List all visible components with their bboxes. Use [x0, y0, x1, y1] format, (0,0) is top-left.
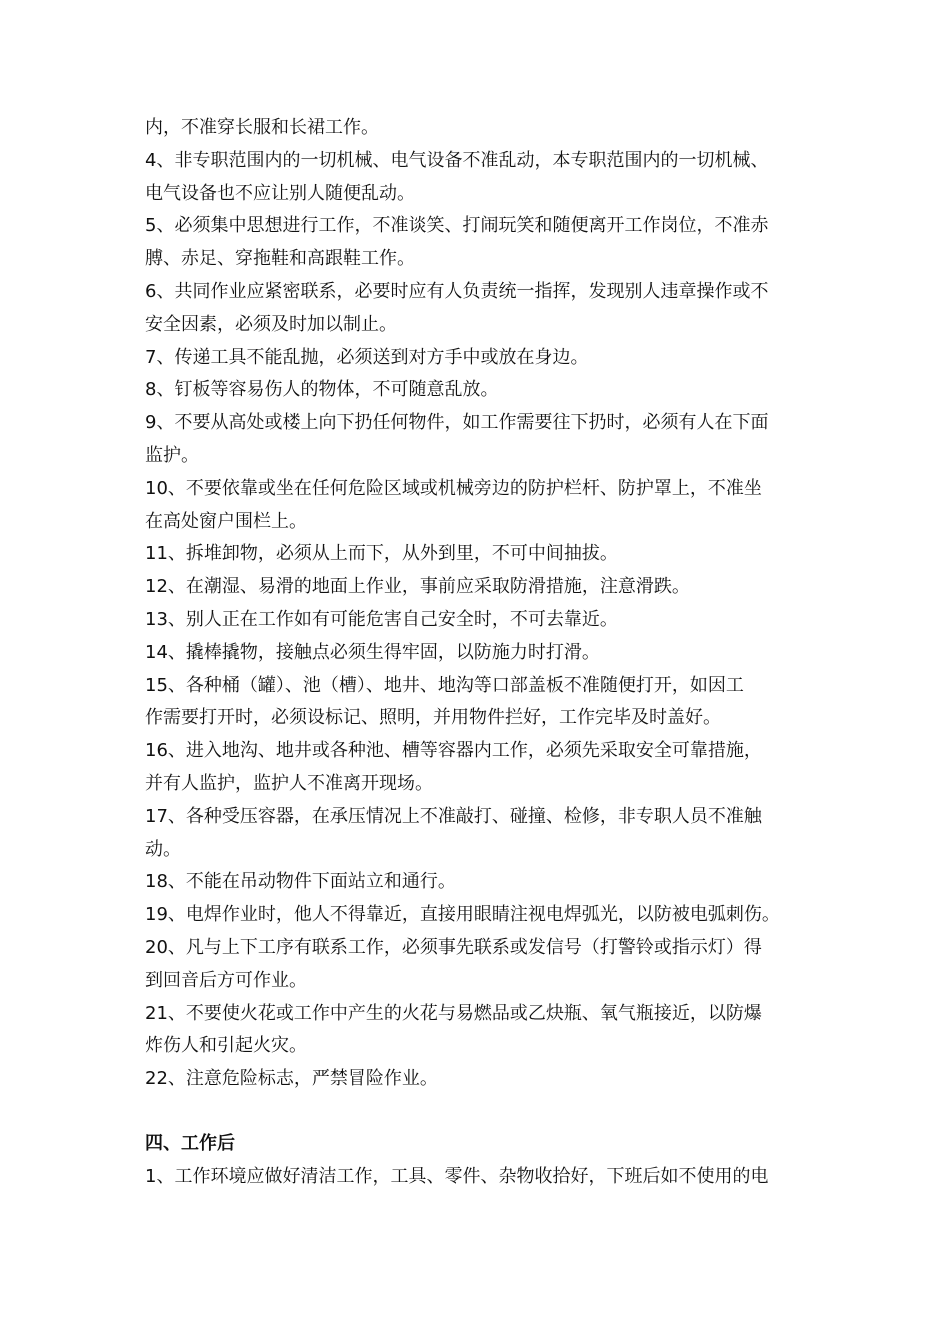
- text-line: 19、电焊作业时，他人不得靠近，直接用眼睛注视电焊弧光，以防被电弧刺伤。: [145, 904, 780, 926]
- text-line: 作需要打开时，必须设标记、照明，并用物件拦好，工作完毕及时盖好。: [145, 707, 721, 729]
- text-line: 动。: [145, 838, 181, 860]
- text-line: 到回音后方可作业。: [145, 969, 307, 991]
- text-line: 电气设备也不应让别人随便乱动。: [145, 182, 415, 204]
- text-line: 20、凡与上下工序有联系工作，必须事先联系或发信号（打警铃或指示灯）得: [145, 936, 762, 958]
- text-line: 17、各种受压容器，在承压情况上不准敲打、碰撞、检修，非专职人员不准触: [145, 805, 762, 827]
- document-body: [145, 112, 815, 1194]
- text-line: 15、各种桶（罐）、池（槽）、地井、地沟等口部盖板不准随便打开，如因工: [145, 674, 744, 696]
- text-line: 16、进入地沟、地井或各种池、槽等容器内工作，必须先采取安全可靠措施，: [145, 740, 762, 762]
- text-line: 8、钉板等容易伤人的物体，不可随意乱放。: [145, 379, 499, 401]
- text-line: 9、不要从高处或楼上向下扔任何物件，如工作需要往下扔时，必须有人在下面: [145, 412, 769, 434]
- text-line: 11、拆堆卸物，必须从上而下，从外到里，不可中间抽拔。: [145, 543, 618, 565]
- text-line: 4、非专职范围内的一切机械、电气设备不准乱动，本专职范围内的一切机械、: [145, 149, 769, 171]
- text-line: 1、工作环境应做好清洁工作，工具、零件、杂物收拾好，下班后如不使用的电: [145, 1165, 769, 1187]
- text-line: 13、别人正在工作如有可能危害自己安全时，不可去靠近。: [145, 608, 618, 630]
- text-line: 并有人监护，监护人不准离开现场。: [145, 772, 433, 794]
- text-line: 监护。: [145, 444, 199, 466]
- text-line: 安全因素，必须及时加以制止。: [145, 313, 397, 335]
- text-line: 膊、赤足、穿拖鞋和高跟鞋工作。: [145, 248, 415, 270]
- text-line: 在高处窗户围栏上。: [145, 510, 307, 532]
- text-line: 5、必须集中思想进行工作，不准谈笑、打闹玩笑和随便离开工作岗位，不准赤: [145, 215, 769, 237]
- text-line: 12、在潮湿、易滑的地面上作业，事前应采取防滑措施，注意滑跌。: [145, 576, 690, 598]
- text-line: 炸伤人和引起火灾。: [145, 1035, 307, 1057]
- text-line: 10、不要依靠或坐在任何危险区域或机械旁边的防护栏杆、防护罩上，不准坐: [145, 477, 762, 499]
- text-line: 6、共同作业应紧密联系，必要时应有人负责统一指挥，发现别人违章操作或不: [145, 280, 769, 302]
- text-line: 内，不准穿长服和长裙工作。: [145, 117, 379, 138]
- text-line: 21、不要使火花或工作中产生的火花与易燃品或乙炔瓶、氧气瓶接近，以防爆: [145, 1002, 762, 1024]
- section-heading: 四、工作后: [145, 1132, 235, 1154]
- text-line: 22、注意危险标志，严禁冒险作业。: [145, 1068, 438, 1090]
- text-line: 18、不能在吊动物件下面站立和通行。: [145, 871, 456, 893]
- text-line: 7、传递工具不能乱抛，必须送到对方手中或放在身边。: [145, 346, 589, 368]
- text-line: 14、撬棒撬物，接触点必须生得牢固，以防施力时打滑。: [145, 641, 600, 663]
